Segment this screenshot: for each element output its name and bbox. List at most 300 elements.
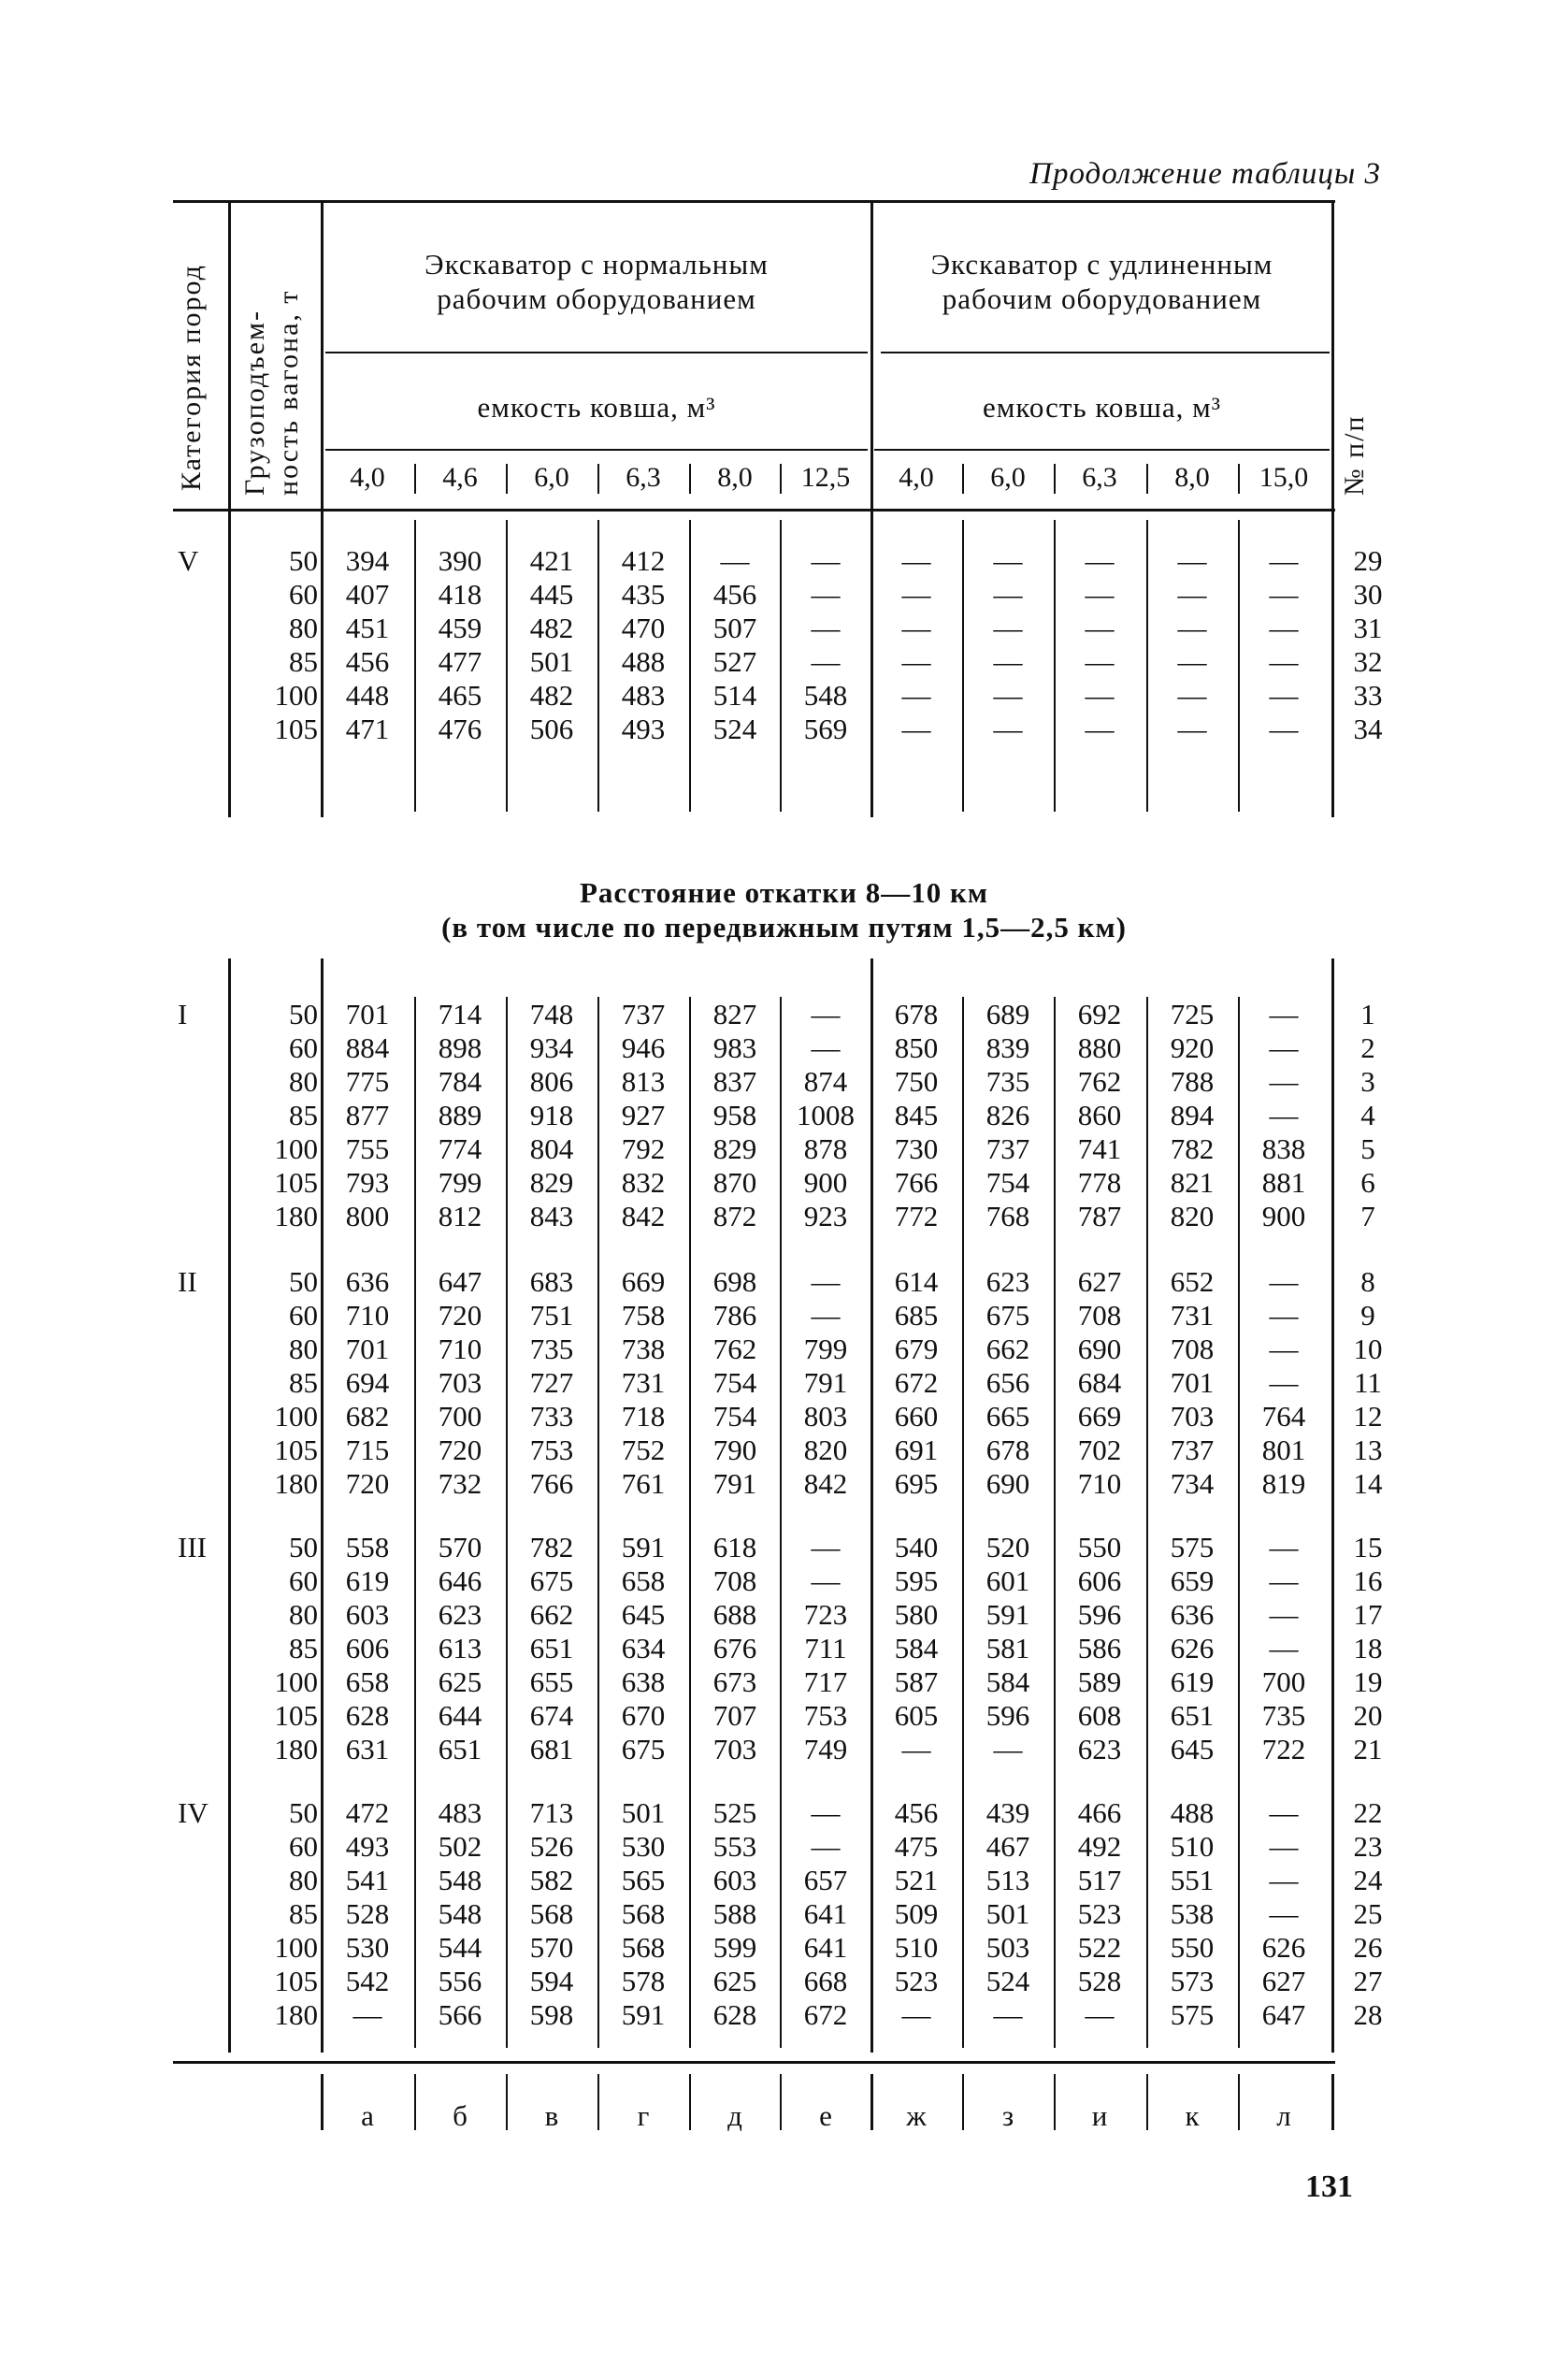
capacity-cell: 50 xyxy=(289,1265,318,1298)
value-cell: — xyxy=(1269,578,1299,611)
footer-separator xyxy=(1238,2074,1240,2130)
value-cell: 872 xyxy=(712,1200,757,1232)
value-cell: 787 xyxy=(1077,1200,1122,1232)
value-cell: 628 xyxy=(345,1699,390,1732)
row-number-cell: 33 xyxy=(1353,679,1383,712)
value-cell: 465 xyxy=(438,679,482,712)
row-number-cell: 31 xyxy=(1353,612,1383,644)
value-cell: — xyxy=(993,612,1023,644)
value-cell: 829 xyxy=(529,1166,574,1199)
value-cell: 737 xyxy=(621,998,666,1030)
value-cell: 548 xyxy=(438,1864,482,1896)
value-cell: 525 xyxy=(712,1796,757,1829)
capacity-cell: 50 xyxy=(289,544,318,577)
value-cell: — xyxy=(1269,1333,1299,1365)
value-cell: 772 xyxy=(894,1200,939,1232)
column-letter: к xyxy=(1185,2099,1200,2132)
value-cell: 934 xyxy=(529,1031,574,1064)
table-row xyxy=(0,1132,1568,1166)
value-cell: 421 xyxy=(529,544,574,577)
bucket-separator xyxy=(1146,464,1148,494)
row-number-cell: 20 xyxy=(1353,1699,1383,1732)
value-cell: — xyxy=(811,1830,841,1863)
value-cell: 510 xyxy=(1170,1830,1215,1863)
value-cell: 762 xyxy=(712,1333,757,1365)
table-row xyxy=(0,998,1568,1031)
value-cell: 575 xyxy=(1170,1531,1215,1563)
value-cell: 523 xyxy=(1077,1897,1122,1930)
value-cell: 731 xyxy=(1170,1299,1215,1332)
value-cell: 647 xyxy=(438,1265,482,1298)
value-cell: 804 xyxy=(529,1132,574,1165)
value-cell: 472 xyxy=(345,1796,390,1829)
value-cell: 842 xyxy=(803,1467,848,1500)
table-row xyxy=(0,713,1568,746)
value-cell: 618 xyxy=(712,1531,757,1563)
value-cell: 791 xyxy=(712,1467,757,1500)
value-cell: — xyxy=(993,544,1023,577)
value-cell: 838 xyxy=(1261,1132,1306,1165)
value-cell: 596 xyxy=(985,1699,1030,1732)
value-cell: — xyxy=(1269,1099,1299,1131)
value-cell: 734 xyxy=(1170,1467,1215,1500)
value-cell: 456 xyxy=(894,1796,939,1829)
value-cell: 766 xyxy=(529,1467,574,1500)
value-cell: 477 xyxy=(438,645,482,678)
capacity-cell: 60 xyxy=(289,1564,318,1597)
value-cell: — xyxy=(901,1733,931,1765)
value-cell: 530 xyxy=(621,1830,666,1863)
value-cell: 568 xyxy=(621,1897,666,1930)
value-cell: 542 xyxy=(345,1965,390,1997)
value-cell: 839 xyxy=(985,1031,1030,1064)
value-cell: 471 xyxy=(345,713,390,745)
group2-bucket-label: емкость ковша, м³ xyxy=(983,391,1221,424)
value-cell: 528 xyxy=(1077,1965,1122,1997)
value-cell: 768 xyxy=(985,1200,1030,1232)
group2-title-line1: Экскаватор с удлиненным xyxy=(930,248,1273,281)
value-cell: — xyxy=(811,1031,841,1064)
value-cell: 703 xyxy=(712,1733,757,1765)
value-cell: 586 xyxy=(1077,1632,1122,1664)
value-cell: 703 xyxy=(438,1366,482,1399)
table-row xyxy=(0,1830,1568,1864)
value-cell: 660 xyxy=(894,1400,939,1433)
value-cell: — xyxy=(1085,544,1115,577)
value-cell: 820 xyxy=(1170,1200,1215,1232)
value-cell: 829 xyxy=(712,1132,757,1165)
value-cell: 735 xyxy=(1261,1699,1306,1732)
value-cell: 475 xyxy=(894,1830,939,1863)
value-cell: 606 xyxy=(1077,1564,1122,1597)
value-cell: — xyxy=(1269,1531,1299,1563)
value-cell: 900 xyxy=(1261,1200,1306,1232)
value-cell: — xyxy=(811,1564,841,1597)
value-cell: — xyxy=(1177,578,1207,611)
table-row xyxy=(0,1166,1568,1200)
capacity-cell: 100 xyxy=(274,1400,318,1433)
value-cell: 596 xyxy=(1077,1598,1122,1631)
capacity-cell: 100 xyxy=(274,1931,318,1964)
column-letter: г xyxy=(637,2099,650,2132)
capacity-cell: 80 xyxy=(289,612,318,644)
group1-title-line2: рабочим оборудованием xyxy=(437,282,756,315)
value-cell: 488 xyxy=(1170,1796,1215,1829)
value-cell: 731 xyxy=(621,1366,666,1399)
value-cell: — xyxy=(1177,713,1207,745)
value-cell: 750 xyxy=(894,1065,939,1098)
value-cell: 678 xyxy=(894,998,939,1030)
value-cell: 702 xyxy=(1077,1434,1122,1466)
value-cell: 690 xyxy=(985,1467,1030,1500)
value-cell: 700 xyxy=(438,1400,482,1433)
row-number-cell: 29 xyxy=(1353,544,1383,577)
value-cell: 894 xyxy=(1170,1099,1215,1131)
value-cell: 668 xyxy=(803,1965,848,1997)
table-row xyxy=(0,1031,1568,1065)
value-cell: 530 xyxy=(345,1931,390,1964)
value-cell: 722 xyxy=(1261,1733,1306,1765)
capacity-cell: 60 xyxy=(289,1299,318,1332)
value-cell: 492 xyxy=(1077,1830,1122,1863)
value-cell: 521 xyxy=(894,1864,939,1896)
value-cell: — xyxy=(1269,679,1299,712)
value-cell: 390 xyxy=(438,544,482,577)
value-cell: 707 xyxy=(712,1699,757,1732)
capacity-cell: 100 xyxy=(274,1665,318,1698)
value-cell: 725 xyxy=(1170,998,1215,1030)
value-cell: 582 xyxy=(529,1864,574,1896)
value-cell: 703 xyxy=(1170,1400,1215,1433)
value-cell: 737 xyxy=(985,1132,1030,1165)
value-cell: — xyxy=(1177,612,1207,644)
value-cell: 741 xyxy=(1077,1132,1122,1165)
value-cell: 613 xyxy=(438,1632,482,1664)
value-cell: — xyxy=(1269,1897,1299,1930)
value-cell: 662 xyxy=(985,1333,1030,1365)
value-cell: 793 xyxy=(345,1166,390,1199)
value-cell: — xyxy=(1269,1564,1299,1597)
value-cell: 566 xyxy=(438,1998,482,2031)
table-row xyxy=(0,1897,1568,1931)
value-cell: 570 xyxy=(529,1931,574,1964)
capacity-cell: 180 xyxy=(274,1467,318,1500)
table-row xyxy=(0,1531,1568,1564)
value-cell: 715 xyxy=(345,1434,390,1466)
value-cell: 644 xyxy=(438,1699,482,1732)
value-cell: 658 xyxy=(621,1564,666,1597)
bucket-size-header: 6,0 xyxy=(990,462,1026,493)
value-cell: 619 xyxy=(1170,1665,1215,1698)
value-cell: 735 xyxy=(529,1333,574,1365)
capacity-cell: 80 xyxy=(289,1065,318,1098)
value-cell: 658 xyxy=(345,1665,390,1698)
value-cell: 568 xyxy=(621,1931,666,1964)
value-cell: 623 xyxy=(985,1265,1030,1298)
value-cell: 820 xyxy=(803,1434,848,1466)
value-cell: 623 xyxy=(1077,1733,1122,1765)
value-cell: 451 xyxy=(345,612,390,644)
header-number: № п/п xyxy=(1339,414,1370,496)
value-cell: 507 xyxy=(712,612,757,644)
value-cell: 569 xyxy=(803,713,848,745)
value-cell: — xyxy=(1269,612,1299,644)
value-cell: 641 xyxy=(803,1931,848,1964)
category-label: IV xyxy=(178,1796,209,1829)
value-cell: 850 xyxy=(894,1031,939,1064)
table-row xyxy=(0,1598,1568,1632)
value-cell: 548 xyxy=(803,679,848,712)
value-cell: — xyxy=(901,1998,931,2031)
value-cell: 448 xyxy=(345,679,390,712)
value-cell: — xyxy=(993,1998,1023,2031)
value-cell: 645 xyxy=(1170,1733,1215,1765)
value-cell: — xyxy=(811,578,841,611)
value-cell: 652 xyxy=(1170,1265,1215,1298)
value-cell: 755 xyxy=(345,1132,390,1165)
value-cell: 792 xyxy=(621,1132,666,1165)
value-cell: 803 xyxy=(803,1400,848,1433)
table-row xyxy=(0,1265,1568,1299)
value-cell: 501 xyxy=(529,645,574,678)
bucket-separator xyxy=(1054,464,1056,494)
value-cell: 920 xyxy=(1170,1031,1215,1064)
value-cell: — xyxy=(811,544,841,577)
value-cell: 673 xyxy=(712,1665,757,1698)
value-cell: 738 xyxy=(621,1333,666,1365)
value-cell: — xyxy=(811,1531,841,1563)
value-cell: 786 xyxy=(712,1299,757,1332)
value-cell: 625 xyxy=(438,1665,482,1698)
table-row xyxy=(0,1434,1568,1467)
value-cell: 623 xyxy=(438,1598,482,1631)
value-cell: 900 xyxy=(803,1166,848,1199)
value-cell: 753 xyxy=(529,1434,574,1466)
value-cell: 733 xyxy=(529,1400,574,1433)
value-cell: 568 xyxy=(529,1897,574,1930)
value-cell: 694 xyxy=(345,1366,390,1399)
value-cell: 889 xyxy=(438,1099,482,1131)
value-cell: 710 xyxy=(1077,1467,1122,1500)
value-cell: 608 xyxy=(1077,1699,1122,1732)
value-cell: 708 xyxy=(1170,1333,1215,1365)
column-letter: б xyxy=(453,2099,468,2132)
value-cell: — xyxy=(993,679,1023,712)
section-title-line2: (в том числе по передвижным путям 1,5—2,5 км) xyxy=(441,911,1127,944)
value-cell: 589 xyxy=(1077,1665,1122,1698)
value-cell: 670 xyxy=(621,1699,666,1732)
value-cell: 548 xyxy=(438,1897,482,1930)
value-cell: 626 xyxy=(1170,1632,1215,1664)
value-cell: — xyxy=(901,612,931,644)
bucket-size-header: 4,0 xyxy=(899,462,934,493)
capacity-cell: 85 xyxy=(289,1897,318,1930)
value-cell: 501 xyxy=(621,1796,666,1829)
table-row xyxy=(0,1931,1568,1965)
value-cell: 754 xyxy=(712,1366,757,1399)
value-cell: — xyxy=(720,544,750,577)
value-cell: 544 xyxy=(438,1931,482,1964)
header-bottom-rule xyxy=(173,509,1335,512)
value-cell: 682 xyxy=(345,1400,390,1433)
value-cell: 550 xyxy=(1077,1531,1122,1563)
table-row xyxy=(0,1099,1568,1132)
capacity-cell: 180 xyxy=(274,1200,318,1232)
value-cell: 626 xyxy=(1261,1931,1306,1964)
continuation-caption: Продолжение таблицы 3 xyxy=(1029,157,1381,191)
group2-rule xyxy=(881,352,1330,353)
value-cell: 522 xyxy=(1077,1931,1122,1964)
value-cell: 701 xyxy=(345,998,390,1030)
category-label: II xyxy=(178,1265,197,1298)
value-cell: 826 xyxy=(985,1099,1030,1131)
value-cell: 784 xyxy=(438,1065,482,1098)
category-label: I xyxy=(178,998,188,1030)
value-cell: 412 xyxy=(621,544,666,577)
value-cell: 551 xyxy=(1170,1864,1215,1896)
value-cell: — xyxy=(901,713,931,745)
value-cell: 641 xyxy=(803,1897,848,1930)
value-cell: — xyxy=(1269,1830,1299,1863)
value-cell: — xyxy=(993,713,1023,745)
group1-title-line1: Экскаватор с нормальным xyxy=(424,248,769,281)
row-number-cell: 18 xyxy=(1353,1632,1383,1664)
value-cell: — xyxy=(993,1733,1023,1765)
value-cell: 659 xyxy=(1170,1564,1215,1597)
value-cell: 675 xyxy=(985,1299,1030,1332)
row-number-cell: 4 xyxy=(1360,1099,1375,1131)
table-row xyxy=(0,578,1568,612)
value-cell: 837 xyxy=(712,1065,757,1098)
table-row xyxy=(0,1699,1568,1733)
value-cell: 520 xyxy=(985,1531,1030,1563)
value-cell: 753 xyxy=(803,1699,848,1732)
value-cell: 708 xyxy=(1077,1299,1122,1332)
value-cell: 588 xyxy=(712,1897,757,1930)
capacity-cell: 85 xyxy=(289,1632,318,1664)
value-cell: 655 xyxy=(529,1665,574,1698)
value-cell: 509 xyxy=(894,1897,939,1930)
value-cell: — xyxy=(1177,679,1207,712)
capacity-cell: 105 xyxy=(274,713,318,745)
capacity-cell: 85 xyxy=(289,645,318,678)
value-cell: 672 xyxy=(803,1998,848,2031)
value-cell: — xyxy=(901,679,931,712)
value-cell: 591 xyxy=(985,1598,1030,1631)
value-cell: 669 xyxy=(621,1265,666,1298)
footer-separator xyxy=(597,2074,599,2130)
value-cell: 601 xyxy=(985,1564,1030,1597)
value-cell: 662 xyxy=(529,1598,574,1631)
row-number-cell: 11 xyxy=(1354,1366,1382,1399)
category-label: III xyxy=(178,1531,207,1563)
value-cell: — xyxy=(901,544,931,577)
row-number-cell: 10 xyxy=(1353,1333,1383,1365)
table-row xyxy=(0,1200,1568,1233)
capacity-cell: 85 xyxy=(289,1099,318,1131)
value-cell: 877 xyxy=(345,1099,390,1131)
table-row xyxy=(0,679,1568,713)
value-cell: 983 xyxy=(712,1031,757,1064)
table-row xyxy=(0,1864,1568,1897)
value-cell: 710 xyxy=(345,1299,390,1332)
row-number-cell: 28 xyxy=(1353,1998,1383,2031)
value-cell: 788 xyxy=(1170,1065,1215,1098)
table-row xyxy=(0,1632,1568,1665)
value-cell: 656 xyxy=(985,1366,1030,1399)
value-cell: 513 xyxy=(985,1864,1030,1896)
value-cell: 679 xyxy=(894,1333,939,1365)
capacity-cell: 100 xyxy=(274,1132,318,1165)
value-cell: — xyxy=(1085,1998,1115,2031)
value-cell: 800 xyxy=(345,1200,390,1232)
capacity-cell: 180 xyxy=(274,1998,318,2031)
value-cell: 541 xyxy=(345,1864,390,1896)
value-cell: 675 xyxy=(529,1564,574,1597)
value-cell: 692 xyxy=(1077,998,1122,1030)
value-cell: 774 xyxy=(438,1132,482,1165)
bucket-size-header: 8,0 xyxy=(717,462,753,493)
row-number-cell: 2 xyxy=(1360,1031,1375,1064)
table-row xyxy=(0,1299,1568,1333)
value-cell: 527 xyxy=(712,645,757,678)
footer-separator xyxy=(780,2074,782,2130)
value-cell: 683 xyxy=(529,1265,574,1298)
value-cell: 526 xyxy=(529,1830,574,1863)
value-cell: — xyxy=(1269,1796,1299,1829)
value-cell: — xyxy=(1269,645,1299,678)
capacity-cell: 60 xyxy=(289,1031,318,1064)
category-label: V xyxy=(178,544,199,577)
value-cell: — xyxy=(1085,713,1115,745)
value-cell: 591 xyxy=(621,1531,666,1563)
value-cell: 538 xyxy=(1170,1897,1215,1930)
value-cell: — xyxy=(1085,679,1115,712)
table-row xyxy=(0,612,1568,645)
value-cell: 488 xyxy=(621,645,666,678)
value-cell: 710 xyxy=(438,1333,482,1365)
value-cell: 528 xyxy=(345,1897,390,1930)
value-cell: 737 xyxy=(1170,1434,1215,1466)
footer-separator xyxy=(1054,2074,1056,2130)
value-cell: 584 xyxy=(894,1632,939,1664)
value-cell: 690 xyxy=(1077,1333,1122,1365)
capacity-cell: 50 xyxy=(289,1531,318,1563)
value-cell: 524 xyxy=(985,1965,1030,1997)
value-cell: — xyxy=(1269,1598,1299,1631)
value-cell: 628 xyxy=(712,1998,757,2031)
value-cell: 735 xyxy=(985,1065,1030,1098)
capacity-cell: 105 xyxy=(274,1965,318,1997)
capacity-cell: 105 xyxy=(274,1434,318,1466)
value-cell: 651 xyxy=(1170,1699,1215,1732)
row-number-cell: 30 xyxy=(1353,578,1383,611)
value-cell: 751 xyxy=(529,1299,574,1332)
capacity-cell: 100 xyxy=(274,679,318,712)
value-cell: 714 xyxy=(438,998,482,1030)
row-number-cell: 24 xyxy=(1353,1864,1383,1896)
value-cell: 790 xyxy=(712,1434,757,1466)
value-cell: — xyxy=(901,645,931,678)
value-cell: 514 xyxy=(712,679,757,712)
value-cell: — xyxy=(1085,612,1115,644)
value-cell: 470 xyxy=(621,612,666,644)
bucket-separator xyxy=(414,464,416,494)
value-cell: 651 xyxy=(438,1733,482,1765)
value-cell: 625 xyxy=(712,1965,757,1997)
capacity-cell: 105 xyxy=(274,1166,318,1199)
value-cell: 482 xyxy=(529,679,574,712)
